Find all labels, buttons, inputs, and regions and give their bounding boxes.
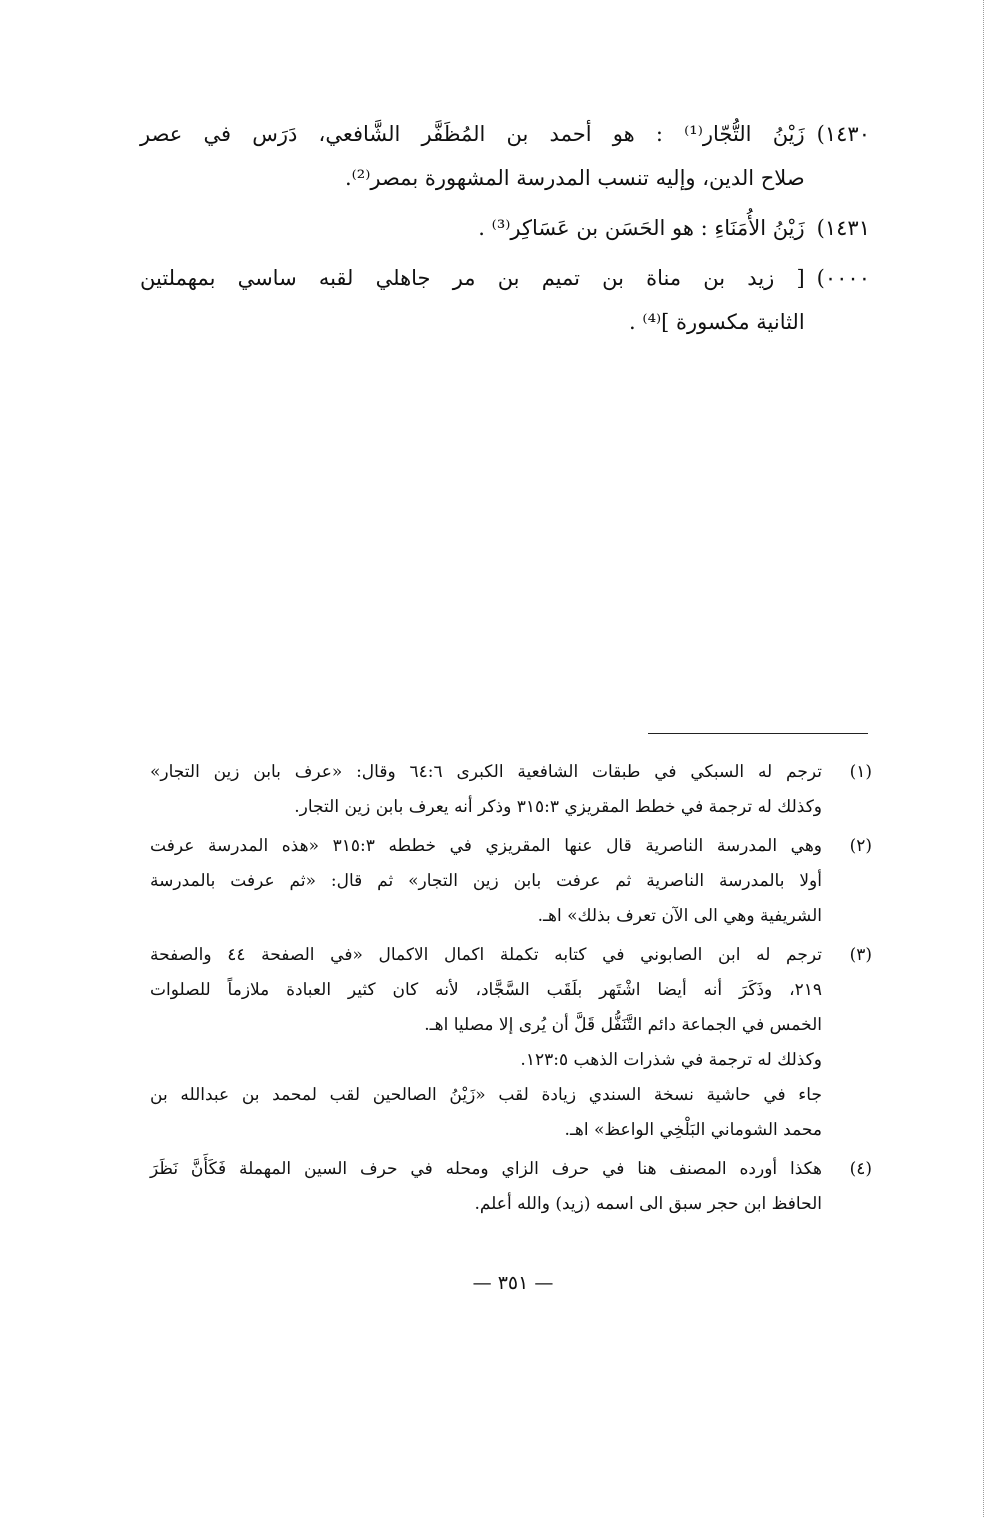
footnotes: [150, 755, 872, 1226]
entry-text: [140, 206, 805, 250]
page-number: — ٣٥١ —: [472, 1272, 554, 1294]
entry-1430: [140, 112, 870, 200]
footnote-number: (٤): [849, 1159, 872, 1179]
footnote-line: هكذا أورده المصنف هنا في حرف الزاي ومحله في حرف السين المهملة فَكَأَنَّ نَظَرَ: [150, 1159, 822, 1179]
footnote-number: (١): [849, 762, 872, 782]
entry-text: [140, 256, 805, 344]
footnote-number: (٢): [849, 836, 872, 856]
footnote-line: وكذلك له ترجمة في خطط المقريزي ٣١٥:٣ وذكر أنه يعرف بابن زين التجار.: [294, 797, 822, 817]
footnote-text: [150, 938, 822, 1148]
footnote-4: [150, 1152, 872, 1222]
footnote-line: أولا بالمدرسة الناصرية ثم عرفت بابن زين التجار» ثم قال: «ثم عرفت بالمدرسة: [150, 871, 822, 891]
footnote-line: محمد الشوماني البَلْخِي الواعظ» اهـ.: [564, 1120, 822, 1140]
entry-number: ٠٠٠٠): [816, 266, 870, 290]
footnote-line: ترجم له ابن الصابوني في كتابه تكملة اكمال الاكمال «في الصفحة ٤٤ والصفحة: [150, 945, 822, 965]
footnote-separator: [648, 733, 868, 734]
footnote-line: ٢١٩، وذَكَرَ أنه أيضا اشْتَهر بلَقَب السَّجَّاد، لأنه كان كثير العبادة ملازماً للصلوات: [150, 980, 822, 1000]
entry-line: [ زيد بن مناة بن تميم بن مر جاهلي لقبه ساسي بمهملتين: [140, 266, 805, 290]
entry-line: صلاح الدين، وإليه تنسب المدرسة المشهورة بمصر⁽²⁾.: [344, 166, 805, 190]
footnote-line: الحافظ ابن حجر سبق الى اسمه (زيد) والله أعلم.: [474, 1194, 822, 1214]
main-entries: [140, 112, 870, 350]
entry-number: ١٤٣١): [816, 216, 870, 240]
footnote-line: وهي المدرسة الناصرية قال عنها المقريزي في خططه ٣١٥:٣ «هذه المدرسة عرفت: [150, 836, 822, 856]
footnote-1: [150, 755, 872, 825]
footnote-text: [150, 755, 822, 825]
footnote-line: ترجم له السبكي في طبقات الشافعية الكبرى ٦٤:٦ وقال: «عرف بابن زين التجار»: [150, 762, 822, 782]
footnote-2: [150, 829, 872, 934]
entry-line: زَيْنُ الأُمَنَاءِ : هو الحَسَن بن عَسَاكِر⁽³⁾ .: [478, 216, 805, 240]
entry-1431: [140, 206, 870, 250]
footnote-line: الخمس في الجماعة دائم التَّنَفُّل قَلَّ أن يُرى إلا مصليا اهـ.: [424, 1015, 822, 1035]
footnote-line: وكذلك له ترجمة في شذرات الذهب ١٢٣:٥.: [520, 1050, 822, 1070]
entry-number: ١٤٣٠): [816, 122, 870, 146]
footnote-text: [150, 829, 822, 934]
footnote-line: جاء في حاشية نسخة السندي زيادة لقب «زَيْنُ الصالحين لقب لمحمد بن عبدالله بن: [150, 1085, 822, 1105]
entry-line: زَيْنُ التُّجّار⁽¹⁾ : هو أحمد بن المُظَفَّر الشَّافعي، دَرَس في عصر: [140, 122, 805, 146]
footnote-3: [150, 938, 872, 1148]
footnote-text: [150, 1152, 822, 1222]
entry-line: الثانية مكسورة ]⁽⁴⁾ .: [629, 310, 805, 334]
footnote-number: (٣): [849, 945, 872, 965]
entry-text: [140, 112, 805, 200]
footnote-line: الشريفية وهي الى الآن تعرف بذلك» اهـ.: [537, 906, 822, 926]
entry-0000: [140, 256, 870, 344]
